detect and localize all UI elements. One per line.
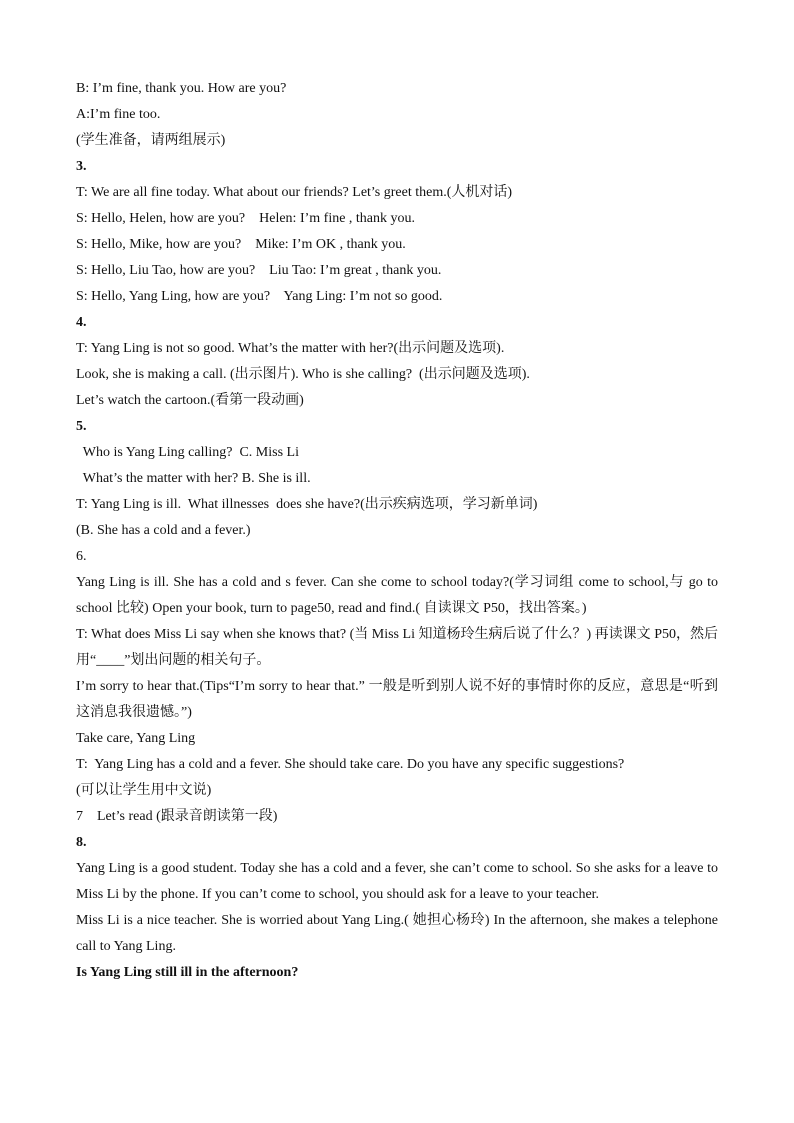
paragraph-teacher-question: T: What does Miss Li say when she knows that? (当 Miss Li 知道杨玲生病后说了什么？) 再读课文 P50，然后用“____”划出问题的相关句子。 (76, 627, 718, 668)
paragraph-step8-a: Yang Ling is a good student. Today she has a cold and a fever, she can’t come to school. So she asks for a leave to Miss Li by the phone. If you can’t come to school, you should ask for a leave to your teacher. (76, 861, 718, 902)
dialogue-line: S: Hello, Yang Ling, how are you? Yang Ling: I’m not so good. (76, 289, 443, 304)
dialogue-line: Take care, Yang Ling (76, 731, 196, 746)
question-line: Who is Yang Ling calling? C. Miss Li (76, 445, 299, 460)
instruction-note: (可以让学生用中文说) (76, 783, 212, 798)
dialogue-line: Look, she is making a call. (出示图片). Who is she calling? (出示问题及选项). (76, 367, 530, 382)
step-number: 4. (76, 315, 87, 330)
dialogue-line: S: Hello, Liu Tao, how are you? Liu Tao: I’m great , thank you. (76, 263, 442, 278)
step-number: 3. (76, 159, 87, 174)
step-heading: 7 Let’s read (跟录音朗读第一段) (76, 809, 278, 824)
dialogue-line: A:I’m fine too. (76, 107, 161, 122)
dialogue-line: (B. She has a cold and a fever.) (76, 523, 251, 538)
document-body (76, 76, 718, 986)
paragraph-sorry-tip: I’m sorry to hear that.(Tips“I’m sorry to hear that.” 一般是听到别人说不好的事情时你的反应，意思是“听到这消息我很遗憾。”) (76, 679, 718, 720)
dialogue-line: S: Hello, Helen, how are you? Helen: I’m fine , thank you. (76, 211, 416, 226)
dialogue-line: T: Yang Ling is not so good. What’s the matter with her?(出示问题及选项). (76, 341, 505, 356)
paragraph-step8-b: Miss Li is a nice teacher. She is worried about Yang Ling.( 她担心杨玲) In the afternoon, she makes a telephone call to Yang Ling. (76, 913, 718, 954)
dialogue-line: T: Yang Ling is ill. What illnesses does she have?(出示疾病选项，学习新单词) (76, 497, 538, 512)
dialogue-line: T: We are all fine today. What about our friends? Let’s greet them.(人机对话) (76, 185, 513, 200)
step-number: 6. (76, 549, 87, 564)
step-number: 8. (76, 835, 87, 850)
step-number: 5. (76, 419, 87, 434)
paragraph-step6: Yang Ling is ill. She has a cold and s fever. Can she come to school today?(学习词组 come to school,与 go to school 比较) Open your book, turn to page50, read and find.( 自读课文 P50，找出答案。) (76, 575, 718, 616)
dialogue-line: T: Yang Ling has a cold and a fever. She should take care. Do you have any specific suggestions? (76, 757, 625, 772)
question-heading: Is Yang Ling still ill in the afternoon? (76, 965, 299, 980)
dialogue-line: B: I’m fine, thank you. How are you? (76, 81, 287, 96)
dialogue-line: Let’s watch the cartoon.(看第一段动画) (76, 393, 304, 408)
question-line: What’s the matter with her? B. She is ill. (76, 471, 311, 486)
dialogue-line: S: Hello, Mike, how are you? Mike: I’m OK , thank you. (76, 237, 406, 252)
instruction-note: (学生准备，请两组展示) (76, 133, 226, 148)
